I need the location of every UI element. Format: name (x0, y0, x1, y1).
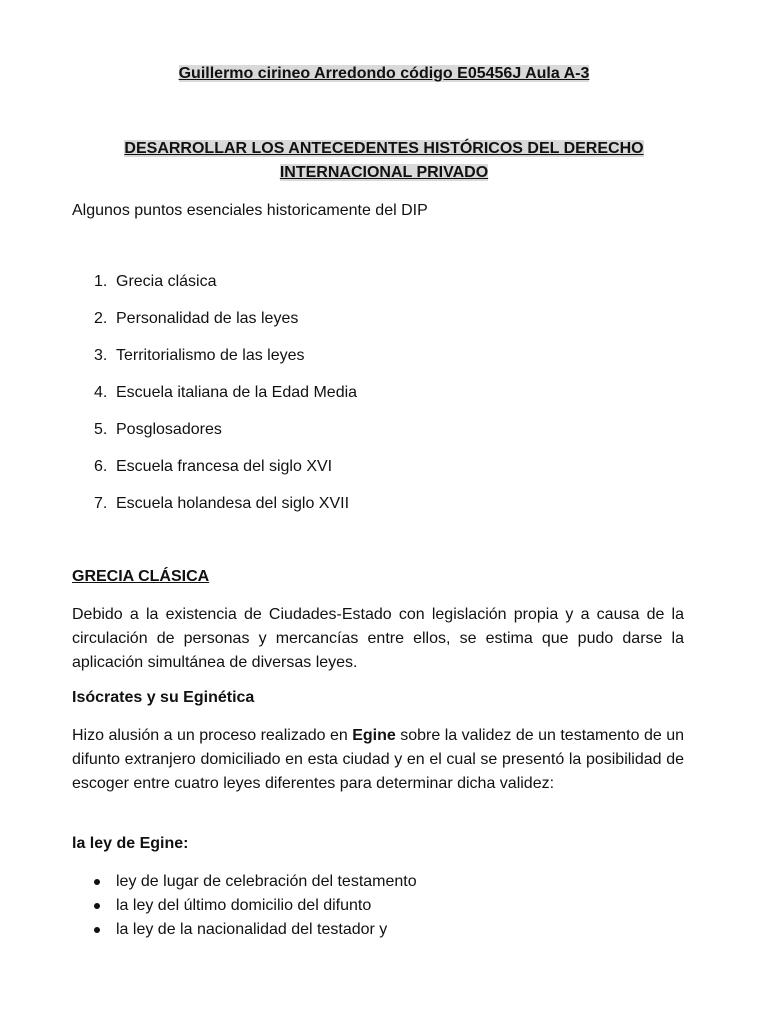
list-number: 6. (94, 458, 108, 475)
bullet-icon (94, 879, 100, 885)
list-item (72, 895, 417, 919)
list-item-label: Escuela italiana de la Edad Media (116, 384, 358, 401)
list-item-label: Escuela holandesa del siglo XVII (116, 495, 350, 512)
list-item (72, 919, 417, 943)
list-number: 3. (94, 347, 108, 364)
list-number: 4. (94, 384, 108, 401)
points-list (72, 271, 357, 530)
subheading-isocrates: Isócrates y su Eginética (72, 689, 255, 706)
bullet-label: la ley del último domicilio del difunto (116, 897, 372, 914)
section-heading: GRECIA CLÁSICA (72, 568, 210, 585)
list-item (72, 308, 357, 345)
list-item (72, 456, 357, 493)
list-item (72, 345, 357, 382)
list-item (72, 382, 357, 419)
list-number: 5. (94, 421, 108, 438)
list-item-label: Posglosadores (116, 421, 222, 438)
title-line-2: INTERNACIONAL PRIVADO (279, 164, 489, 181)
author-header (0, 64, 768, 84)
list-item-label: Personalidad de las leyes (116, 310, 299, 327)
bullet-icon (94, 927, 100, 933)
list-item-label: Grecia clásica (116, 273, 217, 290)
bullet-label: la ley de la nacionalidad del testador y (116, 921, 388, 938)
subheading-ley-egine: la ley de Egine: (72, 835, 189, 852)
bullet-label: ley de lugar de celebración del testamento (116, 873, 417, 890)
paragraph-ciudades-estado: Debido a la existencia de Ciudades-Estado con legislación propia y a causa de la circulación de personas y mercancías entre ellos, se estima que pudo darse la aplicación simultánea de diversas leyes. (72, 606, 684, 671)
page-title (60, 137, 708, 185)
list-item-label: Territorialismo de las leyes (116, 347, 305, 364)
title-line-1: DESARROLLAR LOS ANTECEDENTES HISTÓRICOS DEL DERECHO (124, 140, 644, 157)
list-item (72, 271, 357, 308)
paragraph-egine-end: sobre la validez de un testamento de un difunto extranjero domiciliado en esta ciudad y en el cual se presentó la posibilidad de escoger entre cuatro leyes diferentes para determinar dicha validez: (72, 727, 685, 792)
paragraph-egine-bold: Egine (352, 727, 396, 744)
laws-bullet-list (72, 871, 417, 943)
bullet-icon (94, 903, 100, 909)
paragraph-egine (72, 724, 684, 796)
list-item (72, 871, 417, 895)
intro-text: Algunos puntos esenciales historicamente del DIP (72, 202, 428, 219)
author-header-text: Guillermo cirineo Arredondo código E05456J Aula A-3 (178, 65, 590, 82)
list-item (72, 419, 357, 456)
list-number: 2. (94, 310, 108, 327)
list-number: 1. (94, 273, 108, 290)
list-item-label: Escuela francesa del siglo XVI (116, 458, 333, 475)
paragraph-egine-start: Hizo alusión a un proceso realizado en (72, 727, 353, 744)
list-item (72, 493, 357, 530)
list-number: 7. (94, 495, 108, 512)
